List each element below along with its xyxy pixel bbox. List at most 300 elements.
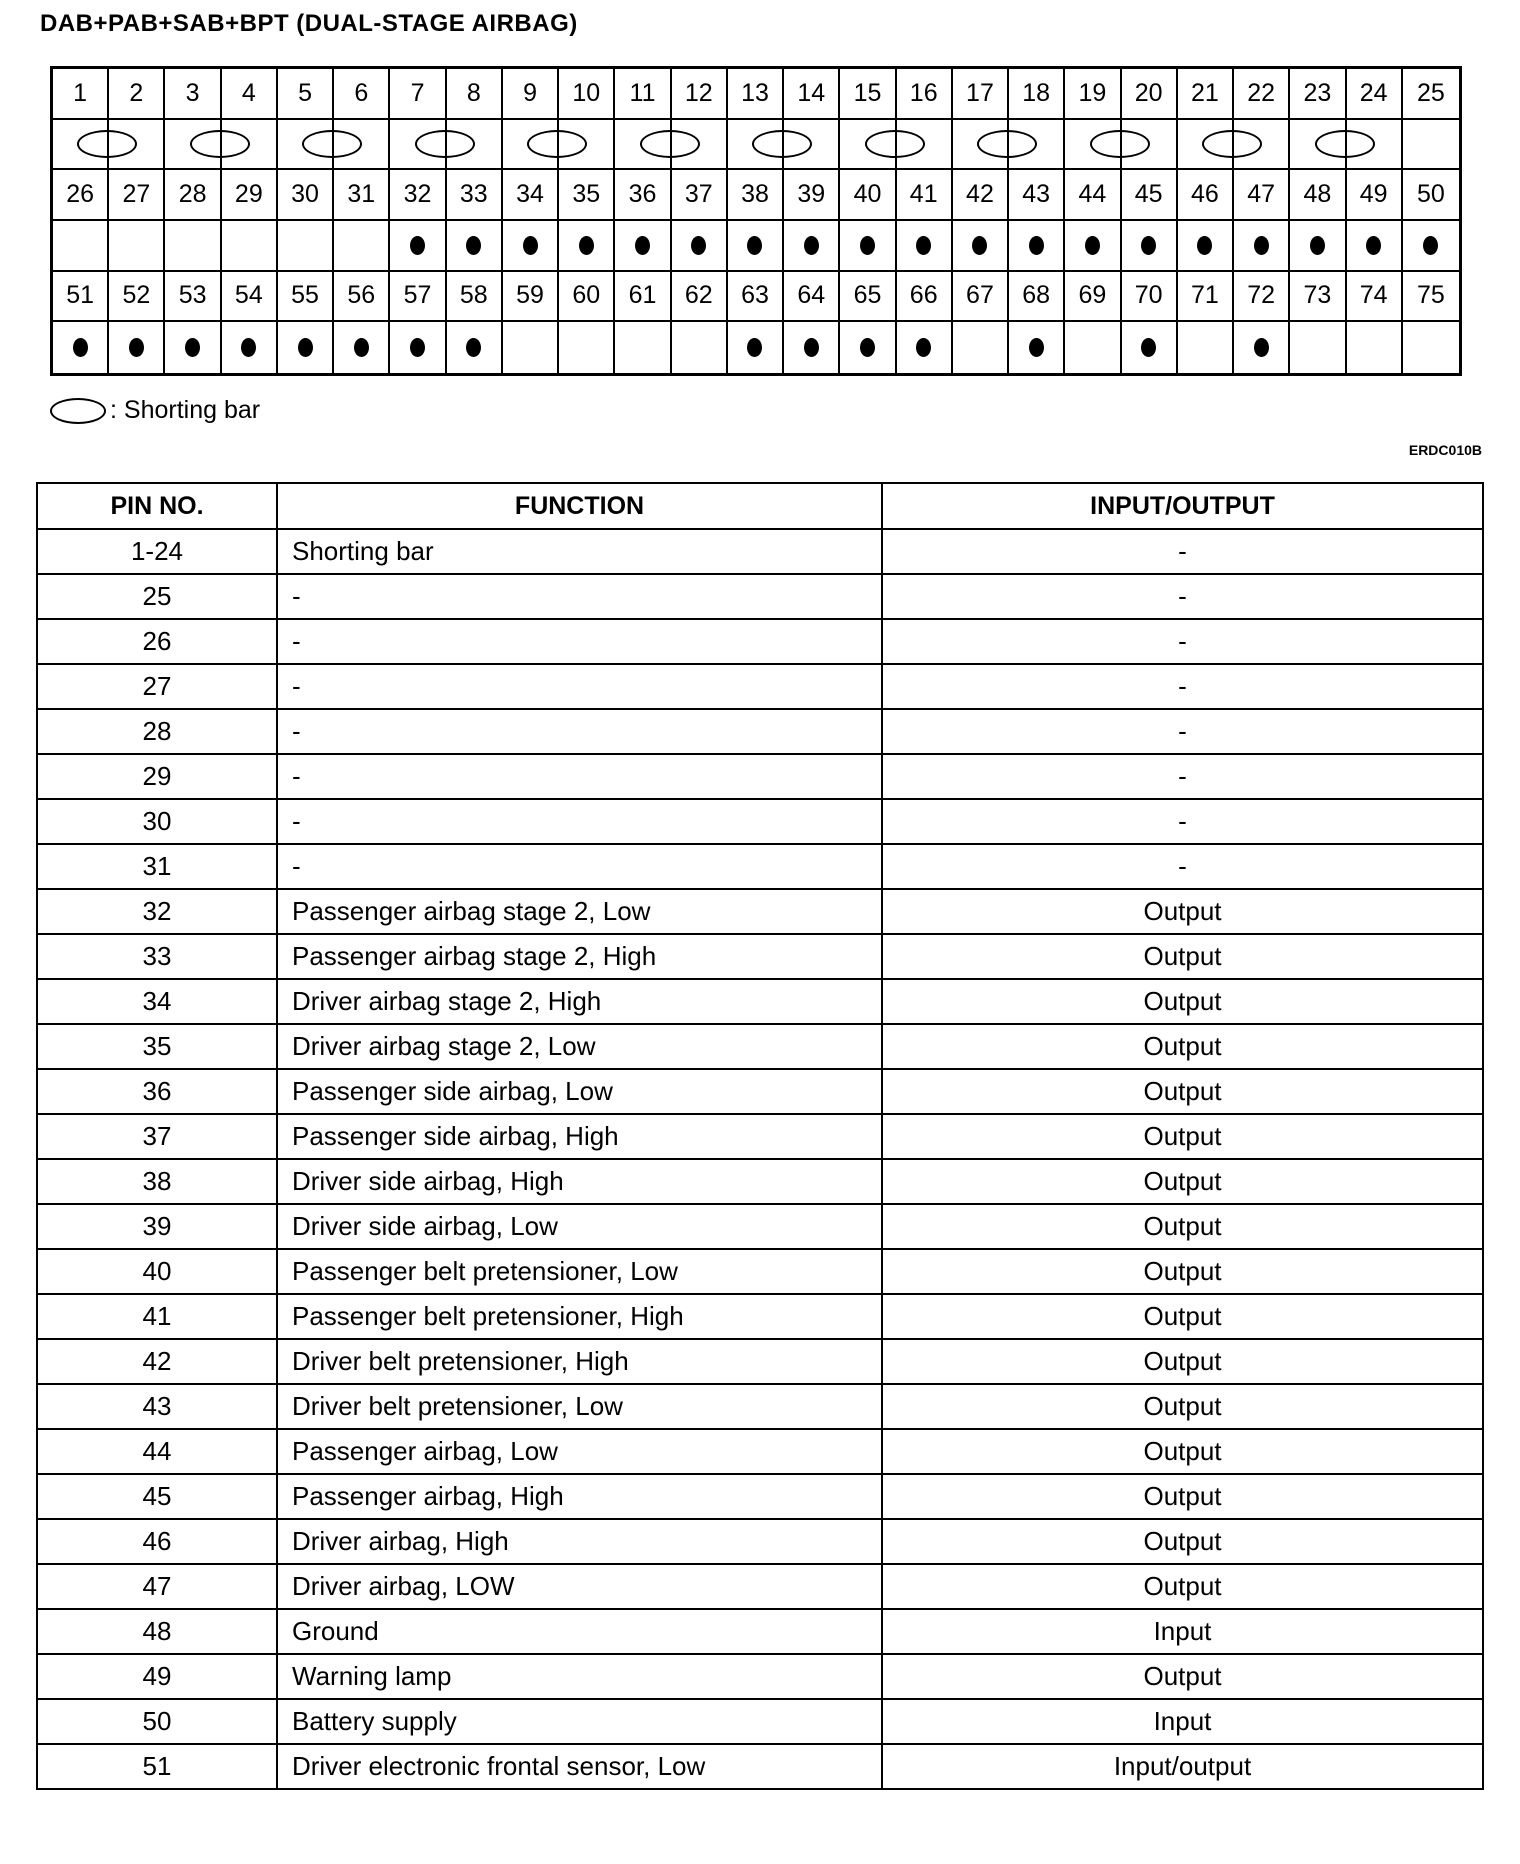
pin-number: 36 <box>615 170 671 221</box>
pin-number: 42 <box>953 170 1009 221</box>
pin-number: 33 <box>447 170 503 221</box>
pin-cell <box>953 221 1009 272</box>
pin-number: 4 <box>222 69 278 120</box>
pin-number: 66 <box>897 272 953 323</box>
pin-number: 39 <box>784 170 840 221</box>
pin-populated-icon <box>241 338 256 357</box>
pin-populated-icon <box>691 236 706 255</box>
shorting-bar-icon <box>640 130 700 158</box>
pin-number: 21 <box>1178 69 1234 120</box>
shorting-bar-icon <box>1202 130 1262 158</box>
pin-populated-icon <box>1423 236 1438 255</box>
pin-cell <box>447 322 503 373</box>
pin-populated-icon <box>73 338 88 357</box>
pin-populated-icon <box>1029 236 1044 255</box>
table-row <box>37 1294 1483 1339</box>
pin-no-cell: 50 <box>37 1699 277 1744</box>
function-cell: Driver side airbag, High <box>277 1159 882 1204</box>
pin-number: 57 <box>390 272 446 323</box>
pin-populated-icon <box>747 338 762 357</box>
function-cell: - <box>277 754 882 799</box>
pin-number: 49 <box>1347 170 1403 221</box>
table-row <box>37 889 1483 934</box>
pin-cell <box>165 322 221 373</box>
pin-number: 65 <box>840 272 896 323</box>
pin-number: 54 <box>222 272 278 323</box>
table-row <box>37 1249 1483 1294</box>
function-cell: - <box>277 844 882 889</box>
pin-no-cell: 25 <box>37 574 277 619</box>
function-cell: Driver airbag, High <box>277 1519 882 1564</box>
pin-no-cell: 29 <box>37 754 277 799</box>
pin-populated-icon <box>129 338 144 357</box>
input-output-cell: - <box>882 709 1483 754</box>
pin-number: 32 <box>390 170 446 221</box>
pin-number: 13 <box>728 69 784 120</box>
pin-number: 27 <box>109 170 165 221</box>
input-output-cell: Output <box>882 1159 1483 1204</box>
pin-no-cell: 45 <box>37 1474 277 1519</box>
shorting-bar-icon <box>752 130 812 158</box>
pin-no-cell: 37 <box>37 1114 277 1159</box>
pin-no-cell: 36 <box>37 1069 277 1114</box>
pin-number: 1 <box>53 69 109 120</box>
pin-cell <box>840 120 896 171</box>
pin-cell <box>615 221 671 272</box>
pin-number: 64 <box>784 272 840 323</box>
table-row <box>37 1519 1483 1564</box>
pin-number: 28 <box>165 170 221 221</box>
input-output-cell: - <box>882 844 1483 889</box>
pin-populated-icon <box>1254 236 1269 255</box>
input-output-cell: Output <box>882 1564 1483 1609</box>
pin-cell <box>1178 221 1234 272</box>
pin-no-cell: 32 <box>37 889 277 934</box>
input-output-cell: Output <box>882 1294 1483 1339</box>
pin-cell <box>897 221 953 272</box>
input-output-cell: Output <box>882 1384 1483 1429</box>
pin-no-cell: 48 <box>37 1609 277 1654</box>
input-output-cell: Output <box>882 1024 1483 1069</box>
pin-number: 53 <box>165 272 221 323</box>
shorting-bar-icon <box>77 130 137 158</box>
pin-no-cell: 26 <box>37 619 277 664</box>
pin-number: 55 <box>278 272 334 323</box>
table-row <box>37 1114 1483 1159</box>
pin-populated-icon <box>466 338 481 357</box>
pin-number: 37 <box>672 170 728 221</box>
function-cell: Driver belt pretensioner, High <box>277 1339 882 1384</box>
table-row <box>37 1609 1483 1654</box>
input-output-cell: - <box>882 529 1483 574</box>
pin-number: 45 <box>1122 170 1178 221</box>
shorting-bar-icon <box>527 130 587 158</box>
pin-number: 62 <box>672 272 728 323</box>
function-cell: Passenger airbag stage 2, Low <box>277 889 882 934</box>
pin-no-cell: 47 <box>37 1564 277 1609</box>
pin-number: 15 <box>840 69 896 120</box>
pin-cell <box>1122 221 1178 272</box>
pin-cell <box>109 322 165 373</box>
pin-no-cell: 40 <box>37 1249 277 1294</box>
input-output-cell: Output <box>882 1429 1483 1474</box>
shorting-bar-icon <box>1315 130 1375 158</box>
pin-number: 14 <box>784 69 840 120</box>
pin-number: 47 <box>1234 170 1290 221</box>
table-row <box>37 529 1483 574</box>
input-output-cell: Output <box>882 1249 1483 1294</box>
pin-cell <box>728 221 784 272</box>
function-cell: - <box>277 664 882 709</box>
table-row <box>37 1699 1483 1744</box>
input-output-cell: Output <box>882 979 1483 1024</box>
pin-cell <box>1403 120 1459 171</box>
pin-number: 69 <box>1065 272 1121 323</box>
pin-populated-icon <box>1085 236 1100 255</box>
pin-cell <box>109 221 165 272</box>
pin-populated-icon <box>916 236 931 255</box>
pin-populated-icon <box>1141 338 1156 357</box>
pin-number: 11 <box>615 69 671 120</box>
pin-cell <box>840 322 896 373</box>
function-cell: Driver side airbag, Low <box>277 1204 882 1249</box>
pin-cell <box>559 322 615 373</box>
pin-number: 71 <box>1178 272 1234 323</box>
pin-cell <box>1122 322 1178 373</box>
pin-number: 18 <box>1009 69 1065 120</box>
pin-cell <box>672 322 728 373</box>
pin-cell <box>1403 322 1459 373</box>
table-row <box>37 1339 1483 1384</box>
pin-cell <box>1347 221 1403 272</box>
pin-populated-icon <box>635 236 650 255</box>
pin-populated-icon <box>354 338 369 357</box>
input-output-cell: Output <box>882 1114 1483 1159</box>
pin-number: 7 <box>390 69 446 120</box>
function-cell: Ground <box>277 1609 882 1654</box>
pin-cell <box>897 322 953 373</box>
legend-label: : Shorting bar <box>110 396 261 424</box>
shorting-bar-icon <box>415 130 475 158</box>
pin-number: 23 <box>1290 69 1346 120</box>
pin-cell <box>1290 221 1346 272</box>
pin-number: 48 <box>1290 170 1346 221</box>
pin-cell <box>1065 322 1121 373</box>
pin-number: 10 <box>559 69 615 120</box>
input-output-cell: Output <box>882 889 1483 934</box>
pin-cell <box>1403 221 1459 272</box>
pin-number: 44 <box>1065 170 1121 221</box>
pin-cell <box>53 322 109 373</box>
pin-number: 60 <box>559 272 615 323</box>
pin-populated-icon <box>804 236 819 255</box>
header-input-output: INPUT/OUTPUT <box>882 483 1483 529</box>
pin-number: 20 <box>1122 69 1178 120</box>
pin-number: 9 <box>503 69 559 120</box>
pin-number: 72 <box>1234 272 1290 323</box>
pin-cell <box>503 221 559 272</box>
input-output-cell: Output <box>882 1474 1483 1519</box>
legend <box>50 396 260 425</box>
function-cell: Warning lamp <box>277 1654 882 1699</box>
pin-no-cell: 42 <box>37 1339 277 1384</box>
table-row <box>37 934 1483 979</box>
pin-number: 52 <box>109 272 165 323</box>
pin-cell <box>165 221 221 272</box>
pin-no-cell: 44 <box>37 1429 277 1474</box>
table-row <box>37 664 1483 709</box>
header-pin-no: PIN NO. <box>37 483 277 529</box>
table-row <box>37 1564 1483 1609</box>
shorting-bar-icon <box>865 130 925 158</box>
pin-no-cell: 33 <box>37 934 277 979</box>
pin-populated-icon <box>579 236 594 255</box>
pin-no-cell: 38 <box>37 1159 277 1204</box>
pin-populated-icon <box>1197 236 1212 255</box>
function-cell: Driver belt pretensioner, Low <box>277 1384 882 1429</box>
table-row <box>37 844 1483 889</box>
table-row <box>37 1744 1483 1789</box>
table-row <box>37 1069 1483 1114</box>
pin-cell <box>1065 120 1121 171</box>
function-cell: Driver electronic frontal sensor, Low <box>277 1744 882 1789</box>
shorting-bar-icon <box>977 130 1037 158</box>
pin-cell <box>953 120 1009 171</box>
input-output-cell: Output <box>882 1519 1483 1564</box>
pin-cell <box>390 120 446 171</box>
pin-number: 70 <box>1122 272 1178 323</box>
function-cell: Passenger side airbag, High <box>277 1114 882 1159</box>
pin-number: 16 <box>897 69 953 120</box>
pin-populated-icon <box>298 338 313 357</box>
pin-populated-icon <box>804 338 819 357</box>
pin-number: 61 <box>615 272 671 323</box>
pin-number: 74 <box>1347 272 1403 323</box>
table-row <box>37 1474 1483 1519</box>
pin-number: 2 <box>109 69 165 120</box>
pin-cell <box>672 221 728 272</box>
function-cell: - <box>277 709 882 754</box>
pin-cell <box>1347 322 1403 373</box>
function-cell: Driver airbag, LOW <box>277 1564 882 1609</box>
pin-number: 51 <box>53 272 109 323</box>
pin-no-cell: 46 <box>37 1519 277 1564</box>
pin-no-cell: 34 <box>37 979 277 1024</box>
pin-cell <box>615 120 671 171</box>
pin-no-cell: 30 <box>37 799 277 844</box>
pin-number: 34 <box>503 170 559 221</box>
pin-number: 25 <box>1403 69 1459 120</box>
pin-number: 35 <box>559 170 615 221</box>
table-row <box>37 1384 1483 1429</box>
pin-cell <box>278 120 334 171</box>
pin-number: 12 <box>672 69 728 120</box>
function-cell: Passenger side airbag, Low <box>277 1069 882 1114</box>
pin-no-cell: 31 <box>37 844 277 889</box>
pin-no-cell: 43 <box>37 1384 277 1429</box>
pin-number: 41 <box>897 170 953 221</box>
pin-cell <box>1234 221 1290 272</box>
pin-populated-icon <box>747 236 762 255</box>
function-cell: - <box>277 574 882 619</box>
input-output-cell: Input/output <box>882 1744 1483 1789</box>
pin-cell <box>222 221 278 272</box>
pin-cell <box>559 221 615 272</box>
table-row <box>37 709 1483 754</box>
pin-number: 73 <box>1290 272 1346 323</box>
pin-cell <box>1290 120 1346 171</box>
function-cell: - <box>277 619 882 664</box>
pin-number: 6 <box>334 69 390 120</box>
pin-cell <box>784 322 840 373</box>
pin-number: 24 <box>1347 69 1403 120</box>
input-output-cell: - <box>882 754 1483 799</box>
pin-no-cell: 51 <box>37 1744 277 1789</box>
table-row <box>37 979 1483 1024</box>
function-cell: Passenger airbag stage 2, High <box>277 934 882 979</box>
table-row <box>37 1159 1483 1204</box>
pin-cell <box>728 322 784 373</box>
pin-no-cell: 1-24 <box>37 529 277 574</box>
pin-populated-icon <box>972 236 987 255</box>
pin-populated-icon <box>860 236 875 255</box>
pin-no-cell: 27 <box>37 664 277 709</box>
function-cell: Shorting bar <box>277 529 882 574</box>
pin-cell <box>1009 322 1065 373</box>
pin-populated-icon <box>523 236 538 255</box>
pin-cell <box>53 120 109 171</box>
input-output-cell: Output <box>882 1204 1483 1249</box>
pin-number: 67 <box>953 272 1009 323</box>
pin-number: 29 <box>222 170 278 221</box>
pin-number: 56 <box>334 272 390 323</box>
pin-number: 50 <box>1403 170 1459 221</box>
pin-cell <box>1009 221 1065 272</box>
table-row <box>37 1024 1483 1069</box>
pin-no-cell: 39 <box>37 1204 277 1249</box>
table-row <box>37 574 1483 619</box>
pin-cell <box>165 120 221 171</box>
pin-number: 63 <box>728 272 784 323</box>
function-cell: Battery supply <box>277 1699 882 1744</box>
pin-number: 26 <box>53 170 109 221</box>
pin-cell <box>390 322 446 373</box>
pin-populated-icon <box>1029 338 1044 357</box>
pin-cell <box>390 221 446 272</box>
pin-number: 46 <box>1178 170 1234 221</box>
pin-populated-icon <box>185 338 200 357</box>
pin-number: 17 <box>953 69 1009 120</box>
pin-cell <box>1290 322 1346 373</box>
connector-pin-diagram <box>50 66 1462 376</box>
function-cell: Passenger airbag, Low <box>277 1429 882 1474</box>
pin-number: 19 <box>1065 69 1121 120</box>
page-title: DAB+PAB+SAB+BPT (DUAL-STAGE AIRBAG) <box>40 10 578 37</box>
pin-cell <box>784 221 840 272</box>
table-row <box>37 1654 1483 1699</box>
shorting-bar-icon <box>302 130 362 158</box>
pin-cell <box>953 322 1009 373</box>
table-row <box>37 1429 1483 1474</box>
pin-cell <box>1065 221 1121 272</box>
pin-cell <box>503 322 559 373</box>
pin-number: 38 <box>728 170 784 221</box>
pin-no-cell: 28 <box>37 709 277 754</box>
table-row <box>37 754 1483 799</box>
pin-number: 31 <box>334 170 390 221</box>
pin-number: 68 <box>1009 272 1065 323</box>
pin-cell <box>1234 322 1290 373</box>
pin-number: 8 <box>447 69 503 120</box>
function-cell: - <box>277 799 882 844</box>
table-header-row <box>37 483 1483 529</box>
pin-cell <box>503 120 559 171</box>
pin-cell <box>334 322 390 373</box>
input-output-cell: Output <box>882 1654 1483 1699</box>
input-output-cell: Output <box>882 934 1483 979</box>
table-row <box>37 619 1483 664</box>
shorting-bar-icon <box>50 398 106 424</box>
pin-cell <box>222 322 278 373</box>
pin-cell <box>1178 120 1234 171</box>
pin-cell <box>53 221 109 272</box>
pin-no-cell: 35 <box>37 1024 277 1069</box>
pin-number: 5 <box>278 69 334 120</box>
shorting-bar-icon <box>1090 130 1150 158</box>
pin-cell <box>278 322 334 373</box>
function-cell: Passenger belt pretensioner, High <box>277 1294 882 1339</box>
pin-populated-icon <box>1254 338 1269 357</box>
function-cell: Passenger airbag, High <box>277 1474 882 1519</box>
pin-number: 75 <box>1403 272 1459 323</box>
pin-cell <box>278 221 334 272</box>
figure-code: ERDC010B <box>1408 442 1482 458</box>
pin-number: 30 <box>278 170 334 221</box>
pin-number: 43 <box>1009 170 1065 221</box>
pin-populated-icon <box>916 338 931 357</box>
pin-cell <box>334 221 390 272</box>
pin-populated-icon <box>1366 236 1381 255</box>
pin-cell <box>840 221 896 272</box>
pin-no-cell: 41 <box>37 1294 277 1339</box>
input-output-cell: - <box>882 664 1483 709</box>
pin-number: 3 <box>165 69 221 120</box>
pin-function-table <box>36 482 1484 1790</box>
input-output-cell: Output <box>882 1069 1483 1114</box>
pin-populated-icon <box>466 236 481 255</box>
input-output-cell: - <box>882 574 1483 619</box>
pin-number: 59 <box>503 272 559 323</box>
function-cell: Driver airbag stage 2, Low <box>277 1024 882 1069</box>
header-function: FUNCTION <box>277 483 882 529</box>
function-cell: Passenger belt pretensioner, Low <box>277 1249 882 1294</box>
input-output-cell: Output <box>882 1339 1483 1384</box>
table-row <box>37 1204 1483 1249</box>
pin-cell <box>728 120 784 171</box>
function-cell: Driver airbag stage 2, High <box>277 979 882 1024</box>
pin-populated-icon <box>1310 236 1325 255</box>
pin-populated-icon <box>860 338 875 357</box>
pin-populated-icon <box>410 338 425 357</box>
shorting-bar-icon <box>190 130 250 158</box>
pin-populated-icon <box>410 236 425 255</box>
pin-number: 40 <box>840 170 896 221</box>
pin-populated-icon <box>1141 236 1156 255</box>
input-output-cell: Input <box>882 1609 1483 1654</box>
pin-number: 22 <box>1234 69 1290 120</box>
pin-cell <box>1178 322 1234 373</box>
input-output-cell: - <box>882 799 1483 844</box>
